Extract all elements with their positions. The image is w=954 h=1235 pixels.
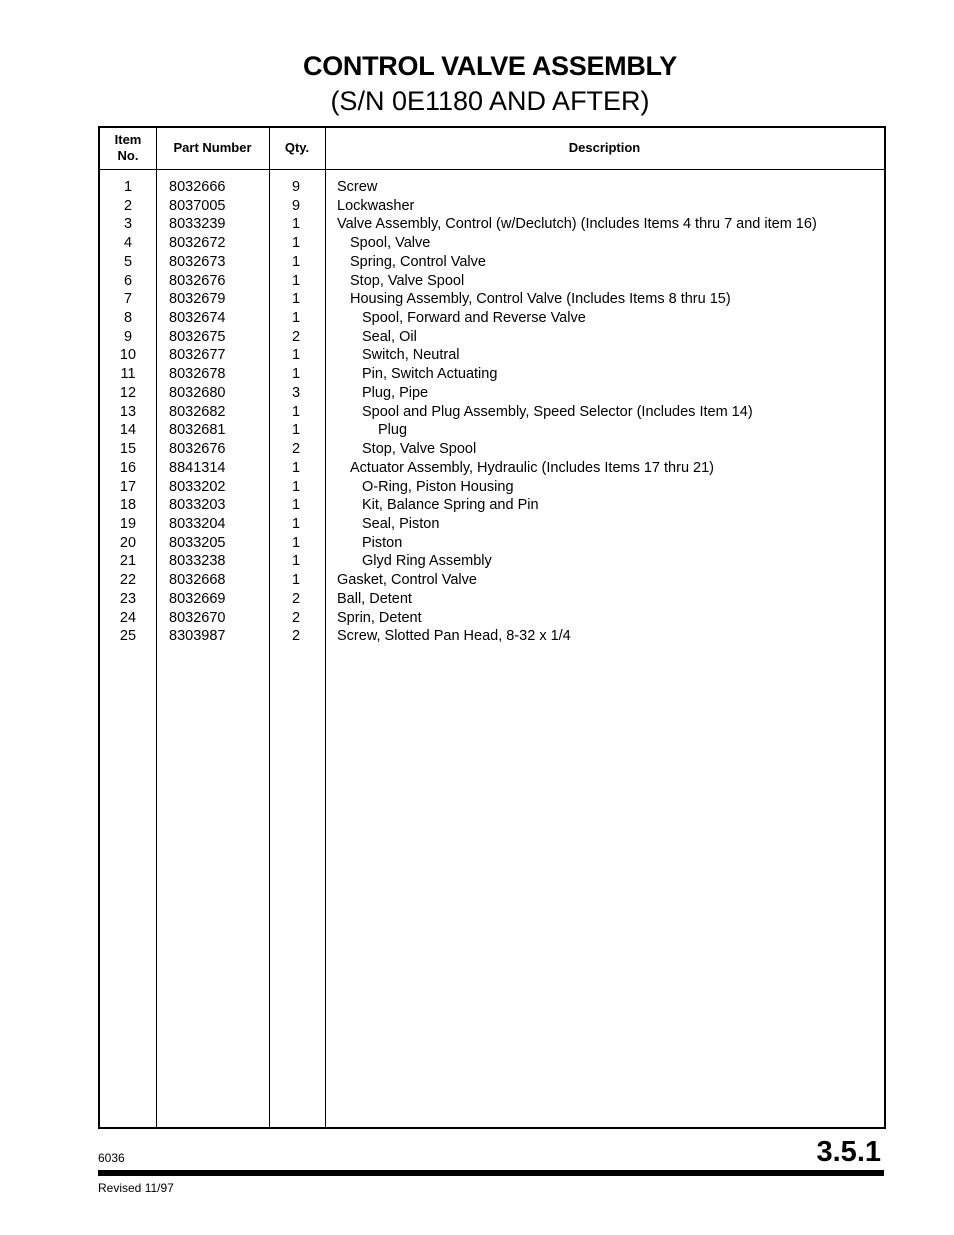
part-number-cell: 8032681 (169, 422, 226, 439)
table-row (100, 328, 884, 347)
part-number-cell: 8037005 (169, 197, 226, 214)
part-number-cell: 8033239 (169, 216, 226, 233)
part-number-cell: 8032676 (169, 441, 226, 458)
column-header-description: Description (568, 140, 641, 155)
description-cell: Screw, Slotted Pan Head, 8-32 x 1/4 (337, 628, 571, 645)
description-cell: Actuator Assembly, Hydraulic (Includes Items 17 thru 21) (350, 459, 714, 476)
table-row (100, 478, 884, 497)
item-number-cell: 13 (119, 403, 137, 420)
page-title: CONTROL VALVE ASSEMBLY (303, 51, 677, 81)
table-row (100, 346, 884, 365)
description-cell: Housing Assembly, Control Valve (Includes Items 8 thru 15) (350, 291, 731, 308)
part-number-cell: 8303987 (169, 628, 226, 645)
table-row (100, 421, 884, 440)
quantity-cell: 1 (291, 497, 301, 514)
description-cell: Sprin, Detent (337, 609, 422, 626)
header-divider (100, 169, 884, 170)
part-number-cell: 8032676 (169, 272, 226, 289)
description-cell: Spring, Control Valve (350, 253, 486, 270)
parts-table (98, 126, 886, 1129)
part-number-cell: 8032675 (169, 328, 226, 345)
description-cell: Plug (378, 422, 408, 439)
part-number-cell: 8033202 (169, 478, 226, 495)
table-row (100, 234, 884, 253)
item-number-cell: 21 (119, 553, 137, 570)
quantity-cell: 1 (291, 366, 301, 383)
table-row (100, 253, 884, 272)
quantity-cell: 1 (291, 235, 301, 252)
quantity-cell: 1 (291, 272, 301, 289)
item-number-cell: 10 (119, 347, 137, 364)
part-number-cell: 8032682 (169, 403, 226, 420)
description-cell: Screw (337, 179, 378, 195)
description-cell: Lockwasher (337, 197, 415, 214)
part-number-cell: 8032679 (169, 291, 226, 308)
description-cell: Ball, Detent (337, 590, 412, 607)
column-header-item-line1: Item (114, 132, 142, 147)
item-number-cell: 18 (119, 497, 137, 514)
part-number-cell: 8032674 (169, 310, 226, 327)
description-cell: Piston (362, 534, 403, 551)
part-number-cell: 8032680 (169, 384, 226, 401)
table-row (100, 609, 884, 628)
table-row (100, 403, 884, 422)
item-number-cell: 3 (123, 216, 133, 233)
quantity-cell: 3 (291, 384, 301, 401)
description-cell: Spool and Plug Assembly, Speed Selector (Includes Item 14) (362, 403, 753, 420)
item-number-cell: 19 (119, 515, 137, 532)
part-number-cell: 8033204 (169, 515, 226, 532)
quantity-cell: 1 (291, 291, 301, 308)
footer-rule (98, 1170, 884, 1176)
parts-rows (100, 178, 884, 646)
item-number-cell: 6 (123, 272, 133, 289)
part-number-cell: 8032669 (169, 590, 226, 607)
table-row (100, 215, 884, 234)
quantity-cell: 1 (291, 253, 301, 270)
description-cell: Stop, Valve Spool (362, 441, 477, 458)
description-cell: O-Ring, Piston Housing (362, 478, 514, 495)
page-number: 3.5.1 (816, 1136, 881, 1168)
quantity-cell: 2 (291, 628, 301, 645)
quantity-cell: 1 (291, 478, 301, 495)
table-row (100, 309, 884, 328)
item-number-cell: 2 (123, 197, 133, 214)
table-row (100, 459, 884, 478)
quantity-cell: 9 (291, 197, 301, 214)
column-header-item (100, 132, 156, 164)
item-number-cell: 20 (119, 534, 137, 551)
item-number-cell: 25 (119, 628, 137, 645)
part-number-cell: 8032673 (169, 253, 226, 270)
table-row (100, 534, 884, 553)
description-cell: Spool, Valve (350, 235, 431, 252)
table-row (100, 552, 884, 571)
item-number-cell: 9 (123, 328, 133, 345)
item-number-cell: 8 (123, 310, 133, 327)
quantity-cell: 1 (291, 216, 301, 233)
table-row (100, 515, 884, 534)
item-number-cell: 4 (123, 235, 133, 252)
description-cell: Seal, Piston (362, 515, 440, 532)
item-number-cell: 1 (123, 179, 133, 195)
table-row (100, 384, 884, 403)
table-row (100, 590, 884, 609)
revision-date: Revised 11/97 (98, 1181, 174, 1195)
quantity-cell: 1 (291, 459, 301, 476)
quantity-cell: 2 (291, 609, 301, 626)
quantity-cell: 1 (291, 422, 301, 439)
part-number-cell: 8032672 (169, 235, 226, 252)
part-number-cell: 8033205 (169, 534, 226, 551)
item-number-cell: 24 (119, 609, 137, 626)
column-header-qty: Qty. (284, 140, 310, 155)
item-number-cell: 14 (119, 422, 137, 439)
description-cell: Seal, Oil (362, 328, 417, 345)
column-header-item-line2: No. (117, 148, 139, 163)
item-number-cell: 17 (119, 478, 137, 495)
part-number-cell: 8032677 (169, 347, 226, 364)
table-row (100, 571, 884, 590)
column-header-part-number: Part Number (173, 140, 252, 155)
description-cell: Valve Assembly, Control (w/Declutch) (Includes Items 4 thru 7 and item 16) (337, 216, 817, 233)
item-number-cell: 16 (119, 459, 137, 476)
item-number-cell: 5 (123, 253, 133, 270)
part-number-cell: 8032678 (169, 366, 226, 383)
description-cell: Pin, Switch Actuating (362, 366, 498, 383)
document-code: 6036 (98, 1151, 125, 1165)
quantity-cell: 1 (291, 534, 301, 551)
part-number-cell: 8033203 (169, 497, 226, 514)
table-row (100, 178, 884, 197)
table-row (100, 197, 884, 216)
description-cell: Stop, Valve Spool (350, 272, 465, 289)
description-cell: Gasket, Control Valve (337, 572, 477, 589)
quantity-cell: 1 (291, 572, 301, 589)
quantity-cell: 1 (291, 310, 301, 327)
part-number-cell: 8841314 (169, 459, 226, 476)
quantity-cell: 1 (291, 347, 301, 364)
page-subtitle: (S/N 0E1180 AND AFTER) (330, 86, 650, 116)
quantity-cell: 1 (291, 515, 301, 532)
part-number-cell: 8032666 (169, 179, 226, 195)
item-number-cell: 7 (123, 291, 133, 308)
table-row (100, 627, 884, 646)
quantity-cell: 2 (291, 441, 301, 458)
item-number-cell: 22 (119, 572, 137, 589)
description-cell: Glyd Ring Assembly (362, 553, 492, 570)
item-number-cell: 11 (120, 366, 136, 383)
part-number-cell: 8032668 (169, 572, 226, 589)
part-number-cell: 8033238 (169, 553, 226, 570)
quantity-cell: 2 (291, 328, 301, 345)
part-number-cell: 8032670 (169, 609, 226, 626)
item-number-cell: 12 (119, 384, 137, 401)
table-row (100, 365, 884, 384)
quantity-cell: 2 (291, 590, 301, 607)
description-cell: Switch, Neutral (362, 347, 460, 364)
table-row (100, 272, 884, 291)
description-cell: Plug, Pipe (362, 384, 429, 401)
quantity-cell: 9 (291, 179, 301, 195)
description-cell: Kit, Balance Spring and Pin (362, 497, 539, 514)
table-row (100, 440, 884, 459)
item-number-cell: 23 (119, 590, 137, 607)
quantity-cell: 1 (291, 553, 301, 570)
quantity-cell: 1 (291, 403, 301, 420)
item-number-cell: 15 (119, 441, 137, 458)
table-row (100, 290, 884, 309)
description-cell: Spool, Forward and Reverse Valve (362, 310, 586, 327)
table-row (100, 496, 884, 515)
